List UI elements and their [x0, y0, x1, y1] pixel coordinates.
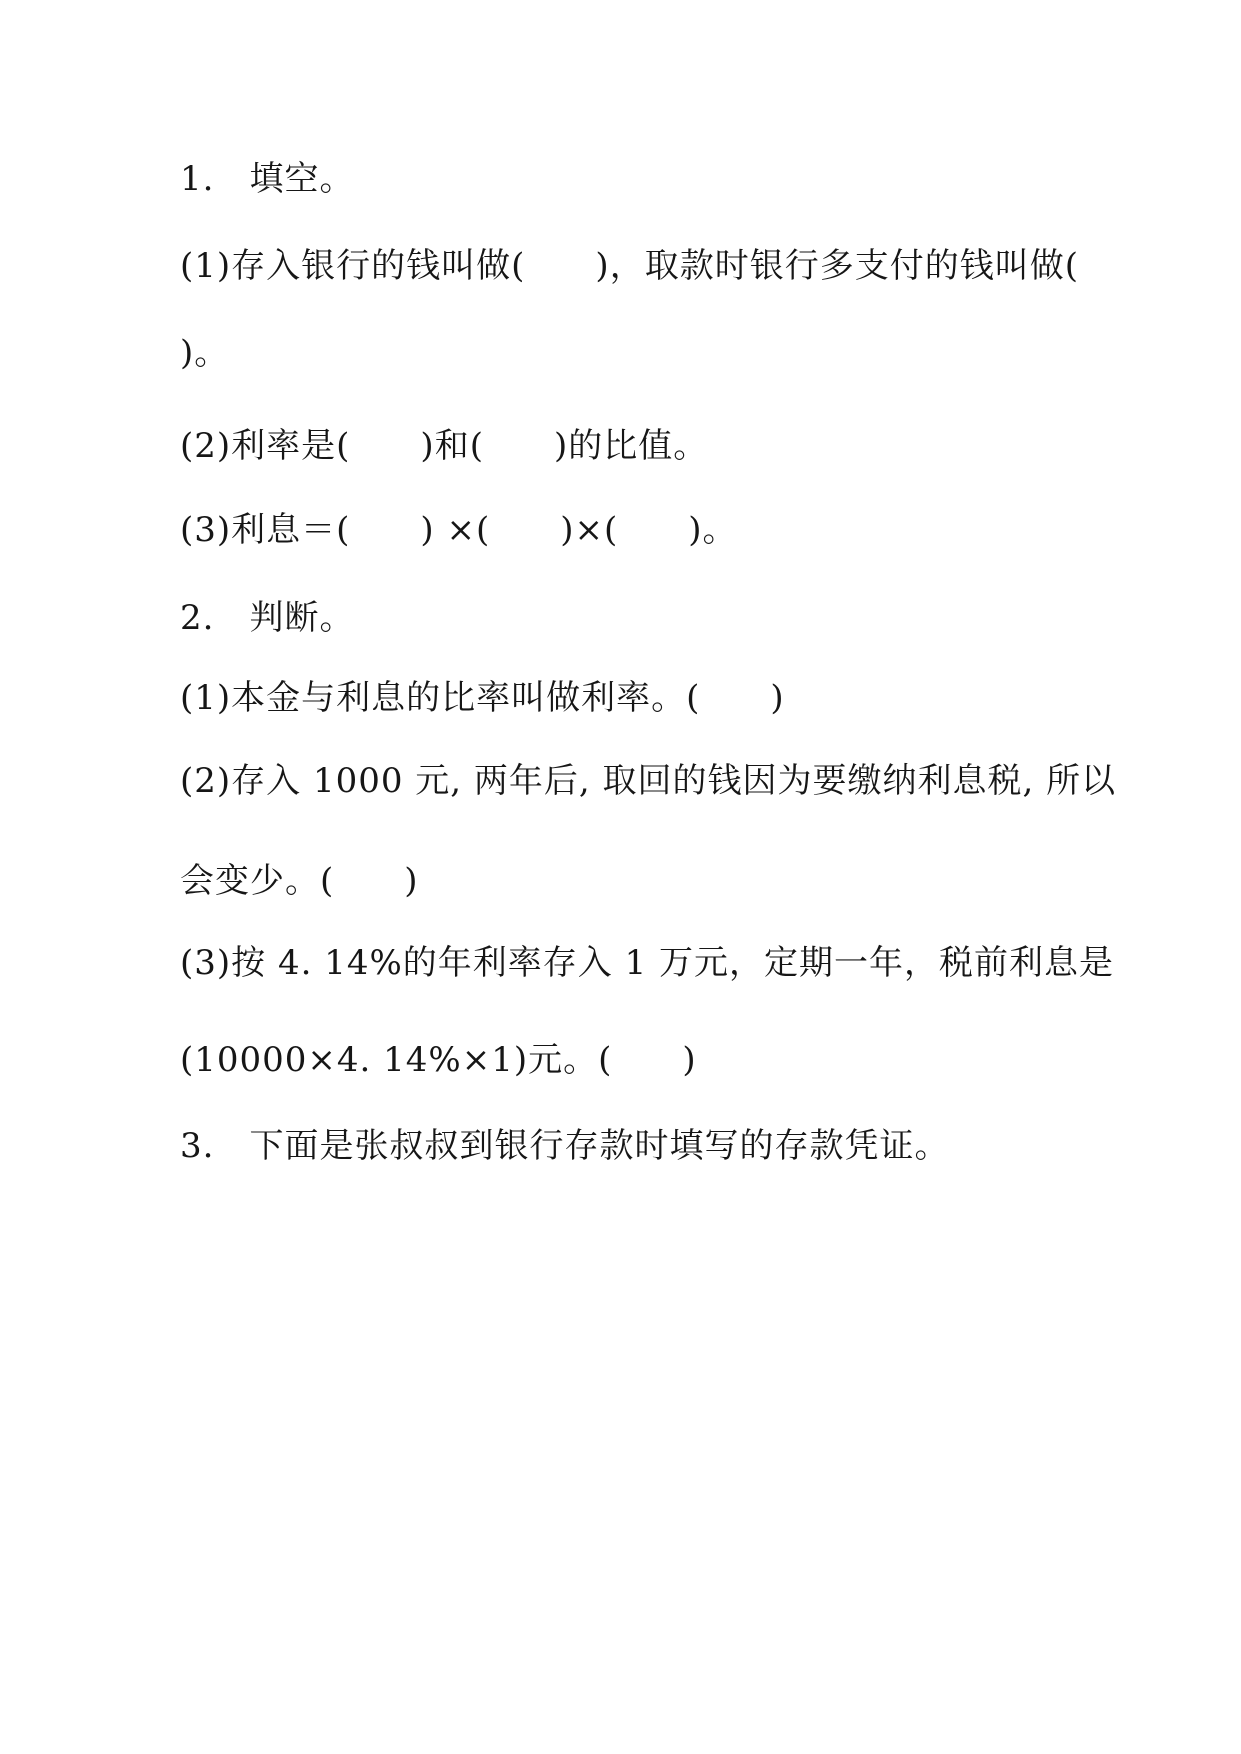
worksheet-line-q2-3-part2: (10000×4. 14%×1)元。( )	[180, 1040, 697, 1080]
worksheet-line-q2-2-part2: 会变少。( )	[180, 861, 419, 901]
worksheet-line-q2-3-part1: (3)按 4. 14%的年利率存入 1 万元，定期一年，税前利息是	[180, 943, 1115, 983]
worksheet-line-problem2-title: 2. 判断。	[180, 598, 355, 638]
worksheet-line-q1-3: (3)利息＝( ) ×( )×( )。	[180, 510, 738, 550]
worksheet-line-problem3-title: 3. 下面是张叔叔到银行存款时填写的存款凭证。	[180, 1126, 950, 1166]
worksheet-line-q2-1: (1)本金与利息的比率叫做利率。( )	[180, 678, 785, 718]
worksheet-line-q1-2: (2)利率是( )和( )的比值。	[180, 426, 709, 466]
worksheet-line-problem1-title: 1. 填空。	[180, 159, 355, 199]
worksheet-line-q2-2-part1: (2)存入 1000 元, 两年后, 取回的钱因为要缴纳利息税, 所以	[180, 761, 1117, 801]
worksheet-line-q1-1-part2: )。	[180, 333, 230, 373]
worksheet-line-q1-1-part1: (1)存入银行的钱叫做( )，取款时银行多支付的钱叫做(	[180, 246, 1079, 286]
